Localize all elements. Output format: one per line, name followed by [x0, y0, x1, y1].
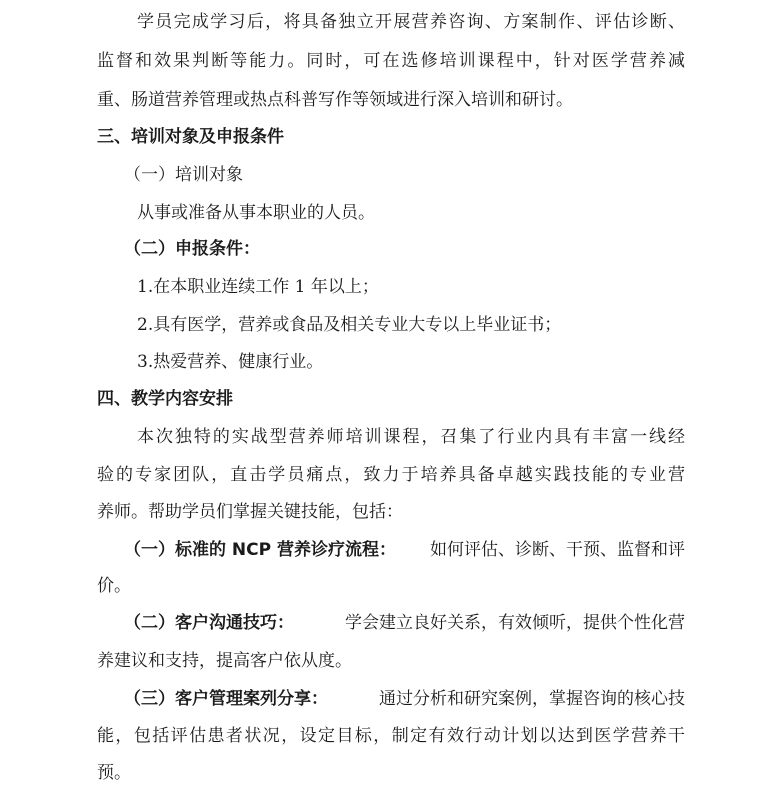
skill-2-line-1 [124, 611, 685, 635]
skill-3-text: 通过分析和研究案例，掌握咨询的核心技 [379, 689, 685, 709]
skill-3-line-2: 能，包括评估患者状况，设定目标，制定有效行动计划以达到医学营养干 [97, 726, 685, 746]
skill-1-text: 如何评估、诊断、干预、监督和评 [430, 540, 685, 560]
intro-line-1: 学员完成学习后，将具备独立开展营养咨询、方案制作、评估诊断、 [137, 12, 685, 32]
section-3-title: 三、培训对象及申报条件 [97, 127, 284, 147]
section-4-intro-line-1: 本次独特的实战型营养师培训课程，召集了行业内具有丰富一线经 [137, 427, 685, 447]
section-4-intro-line-2: 验的专家团队，直击学员痛点，致力于培养具备卓越实践技能的专业营 [97, 465, 685, 485]
section-3-item-2: 2.具有医学，营养或食品及相关专业大专以上毕业证书； [137, 315, 562, 335]
skill-1-line-2: 价。 [97, 576, 131, 596]
skill-3-label: （三）客户管理案列分享： [124, 689, 328, 709]
section-3-sub2-title: （二）申报条件： [124, 239, 260, 259]
intro-line-2: 监督和效果判断等能力。同时，可在选修培训课程中，针对医学营养减 [97, 51, 685, 71]
skill-2-line-2: 养建议和支持，提高客户依从度。 [97, 651, 352, 671]
skill-3-line-1 [124, 687, 685, 711]
section-4-title: 四、教学内容安排 [97, 389, 233, 409]
section-4-intro-line-3: 养师。帮助学员们掌握关键技能，包括： [97, 502, 403, 522]
section-3-sub1-title: （一）培训对象 [124, 165, 243, 185]
skill-2-label: （二）客户沟通技巧： [124, 613, 294, 633]
section-3-item-3: 3.热爱营养、健康行业。 [137, 352, 324, 372]
skill-3-line-3: 预。 [97, 763, 131, 783]
skill-1-label: （一）标准的 NCP 营养诊疗流程： [124, 540, 396, 560]
intro-line-3: 重、肠道营养管理或热点科普写作等领域进行深入培训和研讨。 [97, 90, 573, 110]
skill-1-line-1 [124, 538, 685, 562]
section-3-item-1: 1.在本职业连续工作 1 年以上； [137, 277, 379, 297]
skill-2-text: 学会建立良好关系，有效倾听，提供个性化营 [345, 613, 685, 633]
section-3-sub1-text: 从事或准备从事本职业的人员。 [137, 203, 375, 223]
